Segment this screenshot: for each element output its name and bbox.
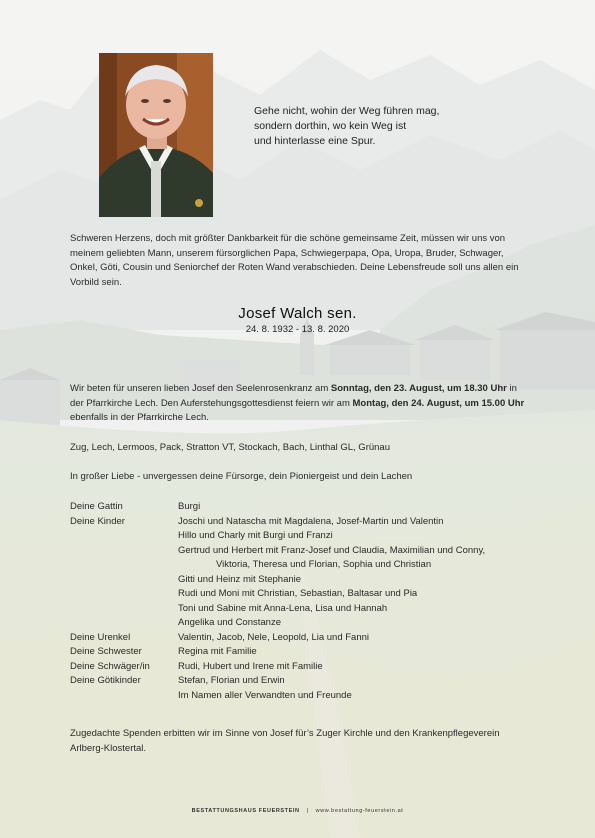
relative-names: Hillo und Charly mit Burgi und Franzi — [178, 530, 333, 541]
memorial-quote — [254, 104, 514, 149]
mourner-row — [70, 645, 540, 660]
relation-label: Deine Gattin — [70, 501, 123, 512]
places-line: Zug, Lech, Lermoos, Pack, Stratton VT, Stockach, Bach, Linthal GL, Grünau — [70, 442, 390, 453]
relative-names: Burgi — [178, 501, 201, 512]
relation-label — [70, 544, 178, 559]
mourner-row — [70, 544, 540, 559]
remembrance-line: In großer Liebe - unvergessen deine Fürsorge, dein Pioniergeist und dein Lachen — [70, 471, 413, 482]
relative-names: Toni und Sabine mit Anna-Lena, Lisa und Hannah — [178, 602, 388, 614]
quote-line: und hinterlasse eine Spur. — [254, 135, 376, 147]
relation-label — [70, 529, 178, 544]
relative-names: Valentin, Jacob, Nele, Leopold, Lia und Fanni — [178, 631, 370, 643]
portrait-photo — [99, 53, 213, 217]
relation-label: Deine Götikinder — [70, 675, 141, 686]
relative-names: Viktoria, Theresa und Florian, Sophia und Christian — [216, 559, 432, 570]
relation-label — [70, 558, 178, 573]
footer-separator: | — [306, 808, 309, 814]
relative-names: Stefan, Florian und Erwin — [178, 675, 285, 686]
relation-label: Deine Schwäger/in — [70, 660, 150, 672]
quote-line: Gehe nicht, wohin der Weg führen mag, — [254, 105, 440, 117]
relation-label: Deine Urenkel — [70, 631, 131, 643]
mourner-row — [70, 558, 540, 573]
service-info-paragraph: Wir beten für unseren lieben Josef den Seelenrosenkranz am Sonntag, den 23. August, um 18.30 Uhr in der Pfarrkirche Lech. Den Auferstehungsgottesdienst feiern wir am Montag, den 24. August, um 15.00 Uhr ebenfalls in der Pfarrkirche Lech. — [70, 383, 525, 423]
mourner-row — [70, 587, 540, 602]
mourner-row — [70, 616, 540, 631]
relative-names: Rudi und Moni mit Christian, Sebastian, Baltasar und Pia — [178, 588, 418, 599]
mourner-row — [70, 660, 540, 675]
funeral-home-url[interactable]: www.bestattung-feuerstein.at — [315, 808, 404, 814]
life-dates: 24. 8. 1932 - 13. 8. 2020 — [245, 324, 350, 335]
intro-paragraph: Schweren Herzens, doch mit größter Dankbarkeit für die schöne gemeinsame Zeit, müssen wir uns von meinem geliebten Mann, unserem fürsorglichen Papa, Schwiegerpapa, Opa, Uropa, Bruder, Schwager, Onkel, Göti, Cousin und Seniorchef der Roten Wand verabschieden. Deine Lebensfreude soll uns allen ein Vorbild sein. — [70, 233, 519, 288]
donation-paragraph: Zugedachte Spenden erbitten wir im Sinne von Josef für’s Zuger Kirchle und den Krankenpflegeverein Arlberg-Klostertal. — [70, 728, 500, 754]
funeral-home-name: BESTATTUNGSHAUS FEUERSTEIN — [191, 808, 300, 814]
mourner-row — [70, 602, 540, 617]
mourner-row — [70, 529, 540, 544]
relative-names: Im Namen aller Verwandten und Freunde — [178, 689, 352, 701]
relative-names: Rudi, Hubert und Irene mit Familie — [178, 660, 323, 672]
relation-label — [70, 689, 178, 704]
relation-label: Deine Kinder — [70, 515, 125, 527]
mourner-row — [70, 573, 540, 588]
mourner-row — [70, 500, 540, 515]
relative-names: Gertrud und Herbert mit Franz-Josef und Claudia, Maximilian und Conny, — [178, 544, 486, 556]
relation-label — [70, 602, 178, 617]
mourner-row — [70, 674, 540, 689]
relation-label — [70, 616, 178, 631]
funeral-datetime: Montag, den 24. August, um 15.00 Uhr — [352, 397, 525, 409]
rosary-datetime: Sonntag, den 23. August, um 18.30 Uhr — [330, 383, 507, 394]
mourners-list — [70, 500, 540, 703]
mourner-row — [70, 515, 540, 530]
deceased-name: Josef Walch sen. — [238, 305, 357, 322]
relation-label: Deine Schwester — [70, 646, 142, 657]
footer — [0, 808, 595, 814]
relation-label — [70, 587, 178, 602]
relation-label — [70, 573, 178, 588]
mourner-row — [70, 689, 540, 704]
quote-line: sondern dorthin, wo kein Weg ist — [254, 120, 407, 132]
mourner-row — [70, 631, 540, 646]
relative-names: Regina mit Familie — [178, 646, 257, 657]
relative-names: Joschi und Natascha mit Magdalena, Josef-Martin und Valentin — [178, 515, 444, 527]
relative-names: Angelika und Constanze — [178, 617, 281, 628]
relative-names: Gitti und Heinz mit Stephanie — [178, 573, 302, 585]
